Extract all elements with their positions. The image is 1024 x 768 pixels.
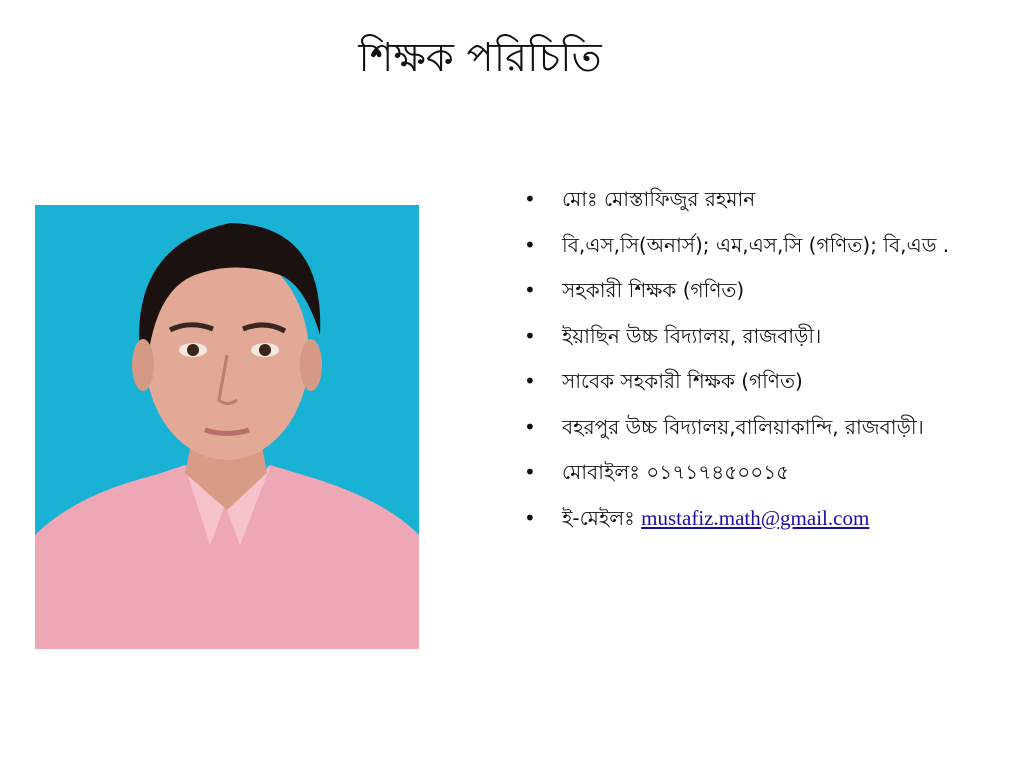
teacher-portrait-image: [35, 205, 419, 649]
info-item-designation: [520, 271, 1010, 317]
info-item-name: [520, 180, 1010, 226]
bullet-icon: •: [524, 414, 536, 439]
info-item-degrees: [520, 226, 1010, 272]
bullet-icon: •: [524, 187, 536, 211]
teacher-mobile: মোবাইলঃ ০১৭১৭৪৫০০১৫: [562, 460, 790, 484]
email-link[interactable]: mustafiz.math@gmail.com: [641, 505, 870, 530]
teacher-designation: সহকারী শিক্ষক (গণিত): [562, 278, 745, 302]
bullet-icon: •: [524, 369, 536, 393]
info-item-former-school: [520, 408, 1010, 454]
teacher-school: ইয়াছিন উচ্চ বিদ্যালয়, রাজবাড়ী।: [562, 323, 822, 348]
bullet-icon: •: [524, 278, 536, 302]
teacher-name: মোঃ মোস্তাফিজুর রহমান: [562, 187, 756, 211]
info-item-school: [520, 317, 1010, 363]
teacher-degrees: বি,এস,সি(অনার্স); এম,এস,সি (গণিত); বি,এড .: [562, 232, 950, 257]
email-label: ই-মেইলঃ: [562, 505, 642, 530]
bullet-icon: •: [524, 232, 536, 257]
bullet-icon: •: [524, 323, 536, 348]
teacher-photo: [35, 205, 419, 649]
teacher-former-school: বহরপুর উচ্চ বিদ্যালয়,বালিয়াকান্দি, রাজবাড়ী।: [562, 414, 924, 439]
teacher-info-list: [520, 180, 1010, 544]
slide-title: শিক্ষক পরিচিতি: [358, 35, 602, 81]
info-item-email: [520, 499, 1010, 545]
info-item-mobile: [520, 453, 1010, 499]
bullet-icon: •: [524, 460, 536, 484]
bullet-icon: •: [524, 505, 536, 530]
teacher-former-designation: সাবেক সহকারী শিক্ষক (গণিত): [562, 369, 803, 393]
info-item-former-designation: [520, 362, 1010, 408]
